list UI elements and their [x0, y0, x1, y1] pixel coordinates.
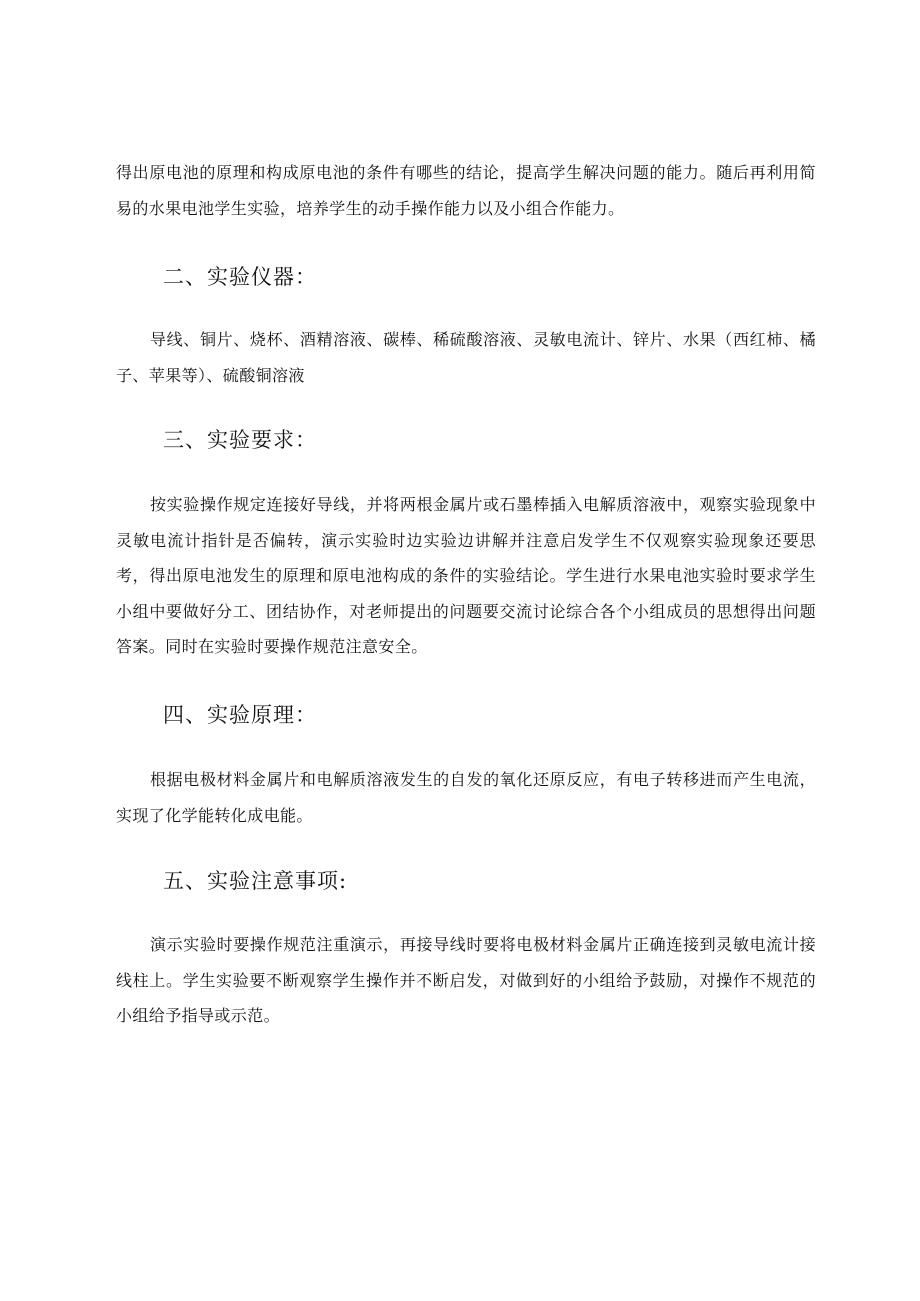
- section-heading-instruments: 二、实验仪器：: [163, 265, 317, 289]
- section-body-requirements: 按实验操作规定连接好导线，并将两根金属片或石墨棒插入电解质溶液中，观察实验现象中灵敏电流计指针是否偏转，演示实验时边实验边讲解并注意启发学生不仅观察实验现象还要思考，得出原电池发生的原理和原电池构成的条件的实验结论。学生进行水果电池实验时要求学生小组中要做好分工、团结协作，对老师提出的问题要交流讨论综合各个小组成员的思想得出问题答案。同时在实验时要操作规范注意安全。: [116, 495, 816, 656]
- section-body-precautions: 演示实验时要操作规范注重演示，再接导线时要将电极材料金属片正确连接到灵敏电流计接线柱上。学生实验要不断观察学生操作并不断启发，对做到好的小组给予鼓励，对操作不规范的小组给予指导或示范。: [116, 935, 816, 1025]
- section-heading-precautions: 五、实验注意事项:: [163, 869, 348, 893]
- section-heading-principle: 四、实验原理：: [163, 703, 317, 727]
- section-heading-requirements: 三、实验要求：: [163, 428, 317, 452]
- section-body-principle: 根据电极材料金属片和电解质溶液发生的自发的氧化还原反应，有电子转移进而产生电流，实现了化学能转化成电能。: [116, 770, 816, 825]
- intro-paragraph: 得出原电池的原理和构成原电池的条件有哪些的结论，提高学生解决问题的能力。随后再利用简易的水果电池学生实验，培养学生的动手操作能力以及小组合作能力。: [116, 163, 816, 218]
- section-body-instruments: 导线、铜片、烧杯、酒精溶液、碳棒、稀硫酸溶液、灵敏电流计、锌片、水果（西红柿、橘子、苹果等）、硫酸铜溶液: [116, 330, 816, 385]
